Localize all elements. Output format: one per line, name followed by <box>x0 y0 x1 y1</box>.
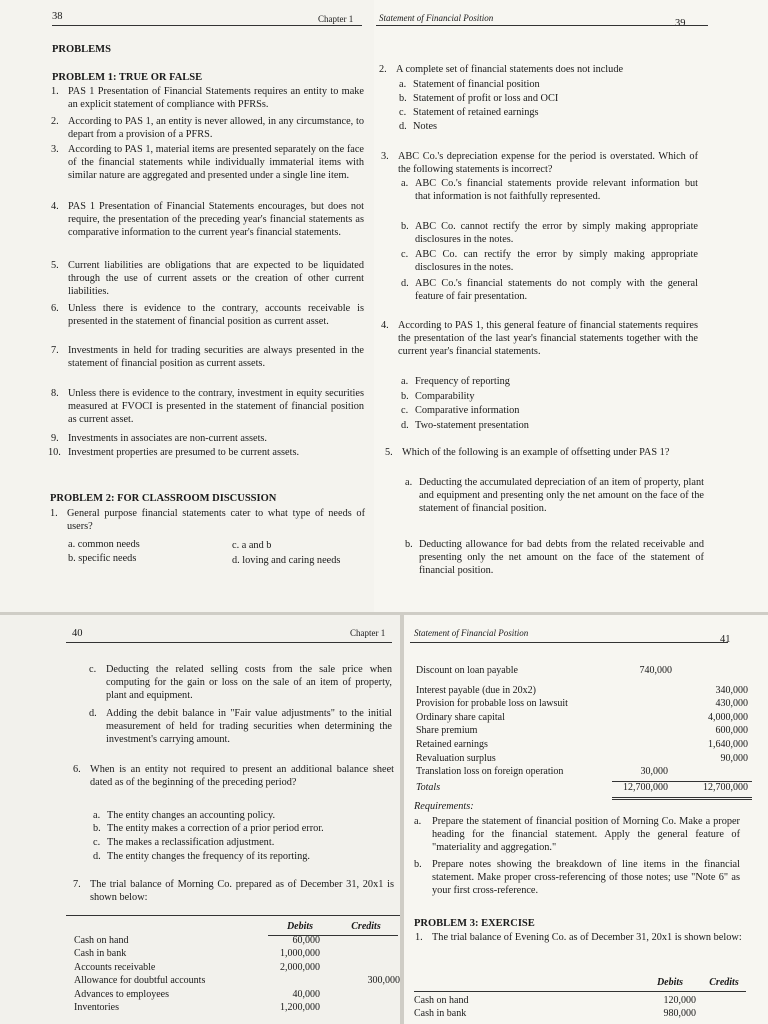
option <box>93 850 394 863</box>
table-row <box>416 665 762 679</box>
option-text: Frequency of reporting <box>415 376 510 387</box>
debit-amount: 2,000,000 <box>280 961 320 973</box>
page-header <box>374 8 768 29</box>
option <box>401 375 698 388</box>
debit-amount: 120,000 <box>663 994 696 1006</box>
table-row <box>66 948 400 962</box>
question-1: 1. General purpose financial statements cater to what type of needs of users? <box>50 508 365 533</box>
option-letter: a. <box>399 79 407 90</box>
item-number: 2. <box>51 116 59 127</box>
debits-header: Debits <box>656 977 684 988</box>
option-letter: b. <box>93 823 101 834</box>
question-number: 7. <box>73 879 81 890</box>
option <box>89 663 392 703</box>
option-text: The entity changes an accounting policy. <box>107 810 276 821</box>
item-number: 5. <box>51 260 59 271</box>
debit-amount: 980,000 <box>663 1008 696 1019</box>
tf-item <box>48 446 364 459</box>
item-text: Investment properties are presumed to be current assets. <box>68 447 300 458</box>
account-name: Cash on hand <box>414 994 469 1006</box>
question-number: 6. <box>73 764 81 775</box>
table-row <box>416 712 762 726</box>
debits-header: Debits <box>286 921 314 932</box>
problem3-heading: PROBLEM 3: EXERCISE <box>414 918 535 929</box>
table-header <box>66 921 400 935</box>
option: a. common needs <box>68 539 140 550</box>
header-rule <box>66 642 392 643</box>
requirement <box>414 815 740 855</box>
page-number: 38 <box>52 11 63 22</box>
question <box>73 763 394 789</box>
item-text: Investments in held for trading securities are always presented in the statement of financial position as current assets. <box>68 345 364 370</box>
option <box>93 809 394 822</box>
option <box>401 277 698 303</box>
account-name: Inventories <box>74 1002 119 1013</box>
option-letter: b. <box>405 539 413 550</box>
question <box>379 63 696 76</box>
account-name: Cash in bank <box>414 1008 467 1019</box>
account-name: Cash in bank <box>74 948 127 959</box>
item-text: Unless there is evidence to the contrary, accounts receivable is presented in the statement of financial position as current asset. <box>68 303 364 328</box>
tf-item <box>51 259 364 299</box>
debit-amount: 40,000 <box>292 988 320 1000</box>
option-text: Comparability <box>415 391 475 402</box>
option-text: ABC Co.'s financial statements provide relevant information but that information is not faithfully represented. <box>415 178 698 203</box>
question <box>381 319 698 359</box>
item-text: Unless there is evidence to the contrary, investment in equity securities measured at FVOCI is presented in the statement of financial position as current asset. <box>68 388 364 426</box>
option <box>399 78 696 91</box>
account-name: Retained earnings <box>416 738 488 750</box>
question <box>73 878 394 904</box>
debit-amount: 60,000 <box>292 934 320 946</box>
header-rule <box>52 25 362 26</box>
option-letter: c. <box>401 249 409 260</box>
question-text: The trial balance of Evening Co. as of December 31, 20x1 is shown below: <box>432 932 742 943</box>
credit-amount: 4,000,000 <box>708 711 748 723</box>
table-row <box>66 975 400 989</box>
account-name: Revaluation surplus <box>416 752 496 764</box>
tf-item <box>51 344 364 370</box>
option-letter: c. <box>89 664 97 675</box>
page-number: 39 <box>675 18 686 29</box>
option <box>401 404 698 417</box>
totals-top-rule <box>612 781 752 782</box>
requirements-heading: Requirements: <box>414 801 474 812</box>
item-number: 4. <box>51 201 59 212</box>
tf-item <box>51 115 364 141</box>
tf-item <box>51 143 364 183</box>
requirement-text: Prepare notes showing the breakdown of line items in the financial statement. Make proper cross-referencing of those notes; use "Note 6" as your first cross-reference. <box>432 859 740 897</box>
account-name: Allowance for doubtful accounts <box>74 975 206 986</box>
item-text: Investments in associates are non-current assets. <box>68 433 268 444</box>
question-number: 5. <box>385 447 393 458</box>
debit-amount: 1,200,000 <box>280 1002 320 1013</box>
table-row <box>414 1008 746 1022</box>
account-name: Advances to employees <box>74 988 169 1000</box>
option-letter: d. <box>89 708 97 719</box>
evening-trial-balance-table <box>414 977 746 1018</box>
credit-amount: 90,000 <box>720 752 748 764</box>
table-row <box>416 725 762 739</box>
question-text: According to PAS 1, this general feature of financial statements requires the presentation of the last year's financial statements together with the current year's financial statements. <box>398 320 698 358</box>
header-rule <box>410 642 728 643</box>
table-row <box>66 989 400 1003</box>
page-header <box>0 625 400 643</box>
option-letter: d. <box>93 851 101 862</box>
item-number: 3. <box>51 144 59 155</box>
page-38 <box>0 0 374 612</box>
option-letter: d. <box>401 278 409 289</box>
account-name: Provision for probable loss on lawsuit <box>416 698 568 710</box>
option <box>401 419 698 432</box>
option-text: Deducting the accumulated depreciation of an item of property, plant and equipment and presenting only the net amount on the face of the statement of financial position. <box>419 477 704 515</box>
requirement <box>414 858 740 898</box>
option-letter: a. <box>401 178 409 189</box>
option-text: Deducting the related selling costs from the sale price when computing for the gain or loss on the sale of an item of property, plant and equipment. <box>106 664 392 702</box>
item-text: PAS 1 Presentation of Financial Statements encourages, but does not require, the presentation of the preceding year's financial statements as comparative information to the current year's financial statements. <box>68 201 364 239</box>
option-text: Deducting allowance for bad debts from the related receivable and presenting only the net amount on the face of the statement of financial position. <box>419 539 704 577</box>
item-number: 6. <box>51 303 59 314</box>
credits-header: Credits <box>351 921 381 932</box>
option-letter: b. <box>399 93 407 104</box>
question-number: 1. <box>415 932 423 943</box>
credit-total: 12,700,000 <box>703 781 748 793</box>
question-number: 3. <box>381 151 389 162</box>
tf-item <box>51 85 364 111</box>
table-row <box>416 753 762 767</box>
option-text: Notes <box>413 121 438 132</box>
option: d. loving and caring needs <box>232 555 341 566</box>
chapter-title: Statement of Financial Position <box>414 628 529 638</box>
trial-balance-table <box>66 915 400 1016</box>
page-number: 41 <box>720 634 731 645</box>
option-text: ABC Co.'s financial statements do not comply with the general feature of fair presentation. <box>415 278 698 303</box>
page-header <box>404 625 768 643</box>
account-name: Interest payable (due in 20x2) <box>416 684 536 696</box>
page-41 <box>404 615 768 1024</box>
question <box>381 150 698 176</box>
requirement-text: Prepare the statement of financial position of Morning Co. Make a proper heading for the financial statement. Apply the general feature of "materiality and aggregation." <box>432 816 740 854</box>
account-name: Share premium <box>416 725 478 737</box>
table-row <box>416 766 762 780</box>
option-letter: c. <box>93 837 101 848</box>
option <box>399 106 696 119</box>
header-rule <box>414 991 746 992</box>
table-header <box>414 977 746 991</box>
table-row <box>416 739 762 753</box>
question-text: A complete set of financial statements does not include <box>396 64 624 75</box>
option-letter: d. <box>399 121 407 132</box>
credit-amount: 600,000 <box>715 725 748 737</box>
header-rule <box>376 25 708 26</box>
option <box>401 220 698 246</box>
option <box>89 707 392 747</box>
item-text: According to PAS 1, material items are presented separately on the face of the financial statements while individually immaterial items with similar nature are aggregated and presented under a single line item. <box>68 144 364 182</box>
option-text: The makes a reclassification adjustment. <box>107 837 275 848</box>
table-row <box>66 935 400 949</box>
question-number: 4. <box>381 320 389 331</box>
option <box>401 248 698 274</box>
item-number: 8. <box>51 388 59 399</box>
option-letter: d. <box>401 420 409 431</box>
option <box>401 177 698 203</box>
item-number: 1. <box>51 86 59 97</box>
page-number: 40 <box>72 628 83 639</box>
problem2-heading: PROBLEM 2: FOR CLASSROOM DISCUSSION <box>50 493 277 504</box>
item-number: 10. <box>48 447 61 458</box>
tf-item <box>51 200 364 240</box>
page-40 <box>0 615 400 1024</box>
option-text: ABC Co. cannot rectify the error by simply making appropriate disclosures in the notes. <box>415 221 698 246</box>
option-letter: c. <box>401 405 409 416</box>
option <box>405 538 704 578</box>
option-text: Comparative information <box>415 405 520 416</box>
page-39 <box>374 0 768 612</box>
account-name: Accounts receivable <box>74 961 156 973</box>
problem1-heading: PROBLEM 1: TRUE OR FALSE <box>52 72 203 83</box>
question-text: When is an entity not required to present an additional balance sheet dated as of the beginning of the preceding period? <box>90 764 394 789</box>
account-name: Cash on hand <box>74 934 129 946</box>
item-text: Current liabilities are obligations that are expected to be liquidated through the use of current assets or the creation of other current liabilities. <box>68 260 364 298</box>
chapter-label: Chapter 1 <box>318 14 354 24</box>
option-text: Statement of profit or loss and OCI <box>413 93 559 104</box>
tf-item <box>51 387 364 427</box>
table-row <box>66 962 400 976</box>
option <box>405 476 704 516</box>
option-letter: a. <box>405 477 413 488</box>
credit-amount: 1,640,000 <box>708 738 748 750</box>
option-letter: b. <box>401 221 409 232</box>
option-text: The entity changes the frequency of its reporting. <box>107 851 311 862</box>
option <box>93 822 394 835</box>
table-row <box>416 698 762 712</box>
account-name: Ordinary share capital <box>416 711 505 723</box>
option: b. specific needs <box>68 553 137 564</box>
tf-item <box>51 432 364 445</box>
question-text: Which of the following is an example of offsetting under PAS 1? <box>402 447 670 458</box>
option <box>401 390 698 403</box>
trial-balance-table-continued <box>416 665 762 793</box>
credit-amount: 430,000 <box>715 698 748 710</box>
option <box>399 120 696 133</box>
table-top-rule <box>66 915 400 916</box>
table-row <box>414 995 746 1009</box>
question-text: General purpose financial statements cater to what type of needs of users? <box>67 508 365 533</box>
item-text: PAS 1 Presentation of Financial Statements requires an entity to make an explicit statement of compliance with PFRSs. <box>68 86 364 111</box>
option-letter: a. <box>401 376 409 387</box>
question <box>415 931 742 944</box>
question-text: The trial balance of Morning Co. prepared as of December 31, 20x1 is shown below: <box>90 879 394 904</box>
table-row <box>66 1002 400 1016</box>
option <box>399 92 696 105</box>
item-text: According to PAS 1, an entity is never allowed, in any circumstance, to depart from a provision of a PFRS. <box>68 116 364 141</box>
question-text: ABC Co.'s depreciation expense for the period is overstated. Which of the following statements is incorrect? <box>398 151 698 176</box>
totals-row <box>416 782 762 796</box>
option-text: The entity makes a correction of a prior period error. <box>107 823 324 834</box>
item-number: 9. <box>51 433 59 444</box>
requirement-letter: b. <box>414 859 422 870</box>
question-number: 2. <box>379 64 387 75</box>
debit-amount: 1,000,000 <box>280 948 320 959</box>
debit-amount: 30,000 <box>640 766 668 778</box>
account-name: Translation loss on foreign operation <box>416 766 564 778</box>
option-text: Statement of financial position <box>413 79 540 90</box>
option-letter: b. <box>401 391 409 402</box>
item-number: 7. <box>51 345 59 356</box>
question <box>385 446 704 459</box>
option-letter: c. <box>399 107 407 118</box>
credit-amount: 300,000 <box>367 975 400 986</box>
option-text: ABC Co. can rectify the error by simply making appropriate disclosures in the notes. <box>415 249 698 274</box>
requirement-letter: a. <box>414 816 422 827</box>
credit-amount: 340,000 <box>715 684 748 696</box>
debit-total: 12,700,000 <box>623 781 668 793</box>
credits-header: Credits <box>709 977 739 988</box>
option-text: Statement of retained earnings <box>413 107 539 118</box>
problems-heading: PROBLEMS <box>52 44 111 55</box>
option-letter: a. <box>93 810 101 821</box>
tf-item <box>51 302 364 328</box>
option-text: Two-statement presentation <box>415 420 529 431</box>
chapter-title: Statement of Financial Position <box>379 13 494 23</box>
debit-amount: 740,000 <box>639 665 672 676</box>
table-row <box>416 685 762 699</box>
page-header <box>0 8 374 26</box>
option-text: Adding the debit balance in "Fair value adjustments" to the initial measurement of held for trading securities when determining the investment's carrying amount. <box>106 708 392 746</box>
option <box>93 836 394 849</box>
account-name: Discount on loan payable <box>416 665 518 676</box>
totals-bottom-rule <box>612 797 752 800</box>
totals-label: Totals <box>416 781 441 793</box>
chapter-label: Chapter 1 <box>350 628 386 638</box>
option: c. a and b <box>232 540 272 551</box>
